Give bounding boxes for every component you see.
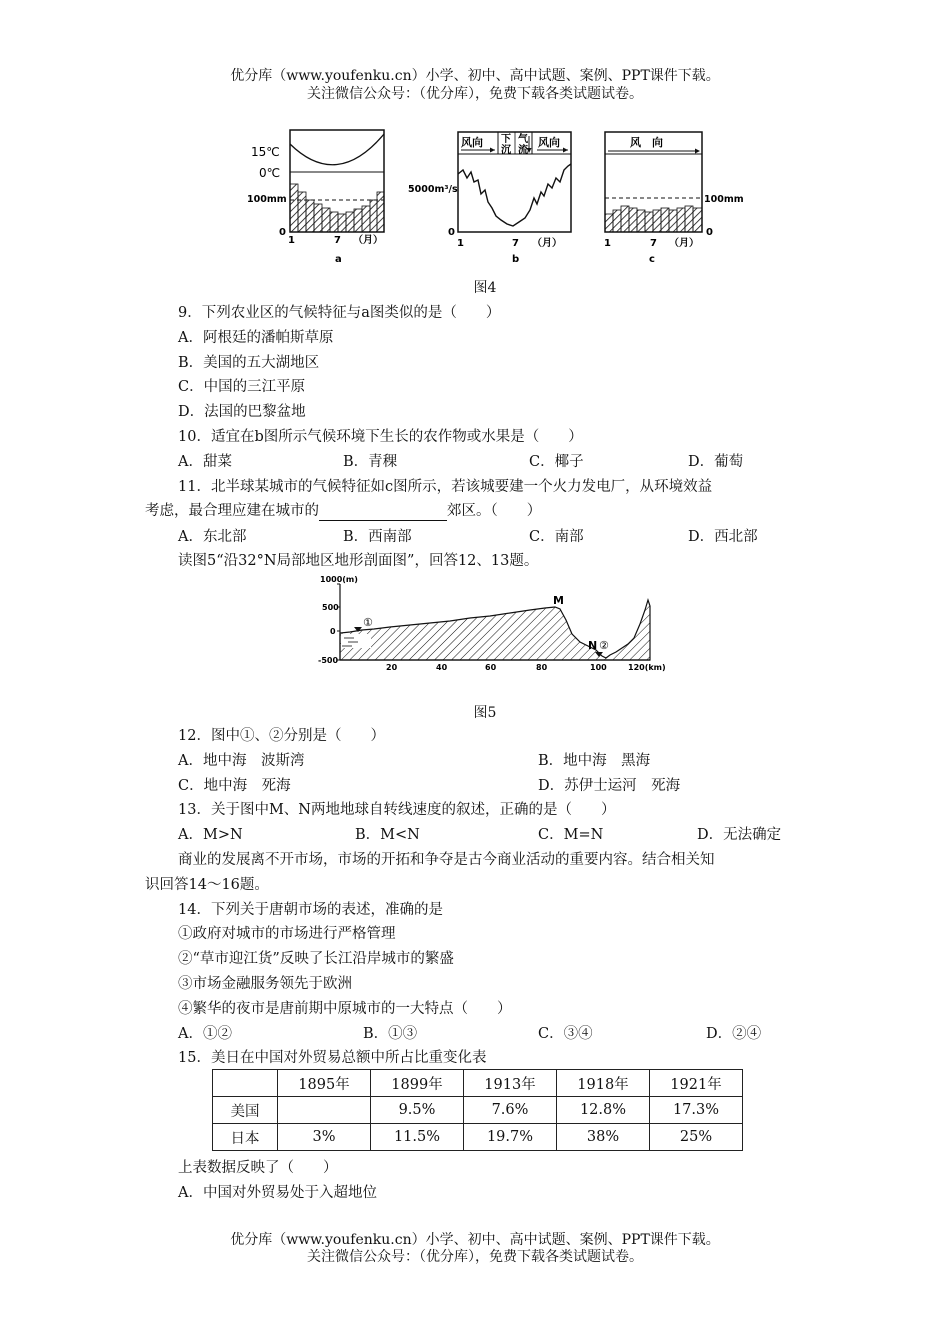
q12-stem: 12．图中①、②分别是（ ） [178,728,385,744]
q11-answer-blank [319,506,447,521]
table-cell: 3% [278,1124,371,1151]
q14-option-b: B．①③ [363,1026,418,1042]
intro-14-line-1: 商业的发展离不开市场，市场的开拓和争夺是古今商业活动的重要内容。结合相关知 [178,852,715,868]
table-row [213,1124,743,1151]
b-wind-left: 风向 [461,136,483,149]
table-cell: 19.7% [464,1124,557,1151]
header-line-2: 关注微信公众号：（优分库），免费下载各类试题试卷。 [307,86,643,102]
q9-option-b: B．美国的五大湖地区 [178,355,320,371]
chart-b [408,132,571,265]
b-wind-right: 风向 [538,136,560,149]
table-header-row [213,1070,743,1097]
table-header-cell: 1913年 [464,1070,557,1097]
q14-statement-4: ④繁华的夜市是唐前期中原城市的一大特点（ ） [178,1001,512,1017]
fig5-point-n: N [588,639,598,652]
q11-option-a: A．东北部 [178,529,247,545]
q13-option-d: D．无法确定 [697,827,782,843]
q11-stem-line-2 [145,501,541,521]
fig5-y0: 0 [330,627,336,636]
q10-option-b: B．青稞 [343,454,398,470]
b-air-bottom: 流 [518,145,528,156]
fig5-y500: 500 [322,603,339,612]
table-cell: 12.8% [557,1097,650,1124]
fig5-point-m: M [553,594,564,607]
table-header-cell: 1921年 [650,1070,743,1097]
q14-statement-3: ③市场金融服务领先于欧洲 [178,976,352,992]
q14-option-a: A．①② [178,1026,232,1042]
q14-option-d: D．②④ [706,1026,762,1042]
b-zero: 0 [448,227,455,238]
b-unit: （月） [532,238,562,249]
q10-stem: 10．适宜在b图所示气候环境下生长的农作物或水果是（ ） [178,429,583,445]
table-cell: 9.5% [371,1097,464,1124]
c-unit: （月） [669,238,699,249]
q12-option-c: C．地中海 死海 [178,778,291,794]
a-t15: 15℃ [251,145,280,159]
q13-stem: 13．关于图中M、N两地地球自转线速度的叙述，正确的是（ ） [178,802,616,818]
chart-c [604,132,744,265]
q15-option-a: A．中国对外贸易处于入超地位 [178,1185,377,1201]
q10-option-d: D．葡萄 [688,454,744,470]
figure-5-intro: 读图5“沿32°N局部地区地形剖面图”，回答12、13题。 [178,553,539,569]
q11-stem-part-1: 考虑，最合理应建在城市的 [145,503,319,519]
b-air-top: 气 [518,134,528,145]
trade-share-table [212,1069,743,1151]
fig5-x20: 20 [386,663,398,672]
table-row [213,1097,743,1124]
q15-stem: 15．美日在中国对外贸易总额中所占比重变化表 [178,1050,487,1066]
q14-statement-1: ①政府对城市的市场进行严格管理 [178,926,396,942]
fig5-yneg500: -500 [318,656,339,665]
b-x1: 1 [457,238,464,249]
b-sink-bottom: 沉 [501,145,511,156]
q11-option-b: B．西南部 [343,529,412,545]
c-x7: 7 [650,238,657,249]
fig5-x80: 80 [536,663,548,672]
a-label: a [335,254,342,265]
q14-option-c: C．③④ [538,1026,593,1042]
b-sink-top: 下 [501,134,511,145]
q12-option-b: B．地中海 黑海 [538,753,651,769]
header-line-1: 优分库（www.youfenku.cn）小学、初中、高中试题、案例、PPT课件下载。 [230,68,720,84]
q10-option-a: A．甜菜 [178,454,232,470]
q12-option-a: A．地中海 波斯湾 [178,753,305,769]
b-x7: 7 [512,238,519,249]
c-x1: 1 [604,238,611,249]
c-zero: 0 [706,227,713,238]
table-header-cell [213,1070,278,1097]
c-p100: 100mm [704,194,744,205]
fig5-x40: 40 [436,663,448,672]
table-cell: 17.3% [650,1097,743,1124]
figure-5 [310,572,670,680]
q11-stem-part-2: 郊区。（ ） [447,503,542,519]
q14-stem: 14．下列关于唐朝市场的表述，准确的是 [178,902,443,918]
fig5-x60: 60 [485,663,497,672]
b-label: b [512,254,520,265]
table-cell [278,1097,371,1124]
a-zero: 0 [279,227,286,238]
table-cell: 25% [650,1124,743,1151]
q11-option-c: C．南部 [529,529,584,545]
table-cell: 11.5% [371,1124,464,1151]
table-header-cell: 1895年 [278,1070,371,1097]
q13-option-c: C．M=N [538,827,604,843]
fig5-x120: 120(km) [628,663,666,672]
fig5-x100: 100 [590,663,607,672]
q9-option-a: A．阿根廷的潘帕斯草原 [178,330,334,346]
fig5-circle-2: ② [599,639,609,652]
c-wind: 风 向 [630,136,663,149]
chart-a [247,130,384,265]
b-flow: 5000m³/s [408,184,458,195]
q11-option-d: D．西北部 [688,529,758,545]
q15-after-table: 上表数据反映了（ ） [178,1160,338,1176]
q11-stem-line-1: 11．北半球某城市的气候特征如c图所示，若该城要建一个火力发电厂，从环境效益 [178,479,713,495]
table-header-cell: 1918年 [557,1070,650,1097]
table-cell: 38% [557,1124,650,1151]
q9-stem: 9．下列农业区的气候特征与a图类似的是（ ） [178,305,501,321]
footer-line-1: 优分库（www.youfenku.cn）小学、初中、高中试题、案例、PPT课件下载。 [230,1232,720,1248]
figure-4-caption: 图4 [473,280,497,296]
intro-14-line-2: 识回答14～16题。 [145,877,269,893]
fig5-y1000: 1000(m) [320,575,358,584]
a-t0: 0℃ [259,166,281,180]
q14-statement-2: ②“草市迎江货”反映了长江沿岸城市的繁盛 [178,951,454,967]
table-cell: 日本 [213,1124,278,1151]
fig5-circle-1: ① [363,616,373,629]
q13-option-a: A．M>N [178,827,243,843]
table-cell: 美国 [213,1097,278,1124]
a-unit: （月） [353,235,383,246]
table-cell: 7.6% [464,1097,557,1124]
figure-5-caption: 图5 [473,705,497,721]
q9-option-d: D．法国的巴黎盆地 [178,404,306,420]
q10-option-c: C．椰子 [529,454,584,470]
table-header-cell: 1899年 [371,1070,464,1097]
a-p100: 100mm [247,194,287,205]
footer-line-2: 关注微信公众号：（优分库），免费下载各类试题试卷。 [307,1249,643,1265]
a-x1: 1 [288,235,295,246]
q12-option-d: D．苏伊士运河 死海 [538,778,681,794]
q9-option-c: C．中国的三江平原 [178,379,306,395]
c-label: c [649,254,655,265]
a-x7: 7 [334,235,341,246]
q13-option-b: B．M<N [355,827,420,843]
figure-4 [245,122,744,267]
